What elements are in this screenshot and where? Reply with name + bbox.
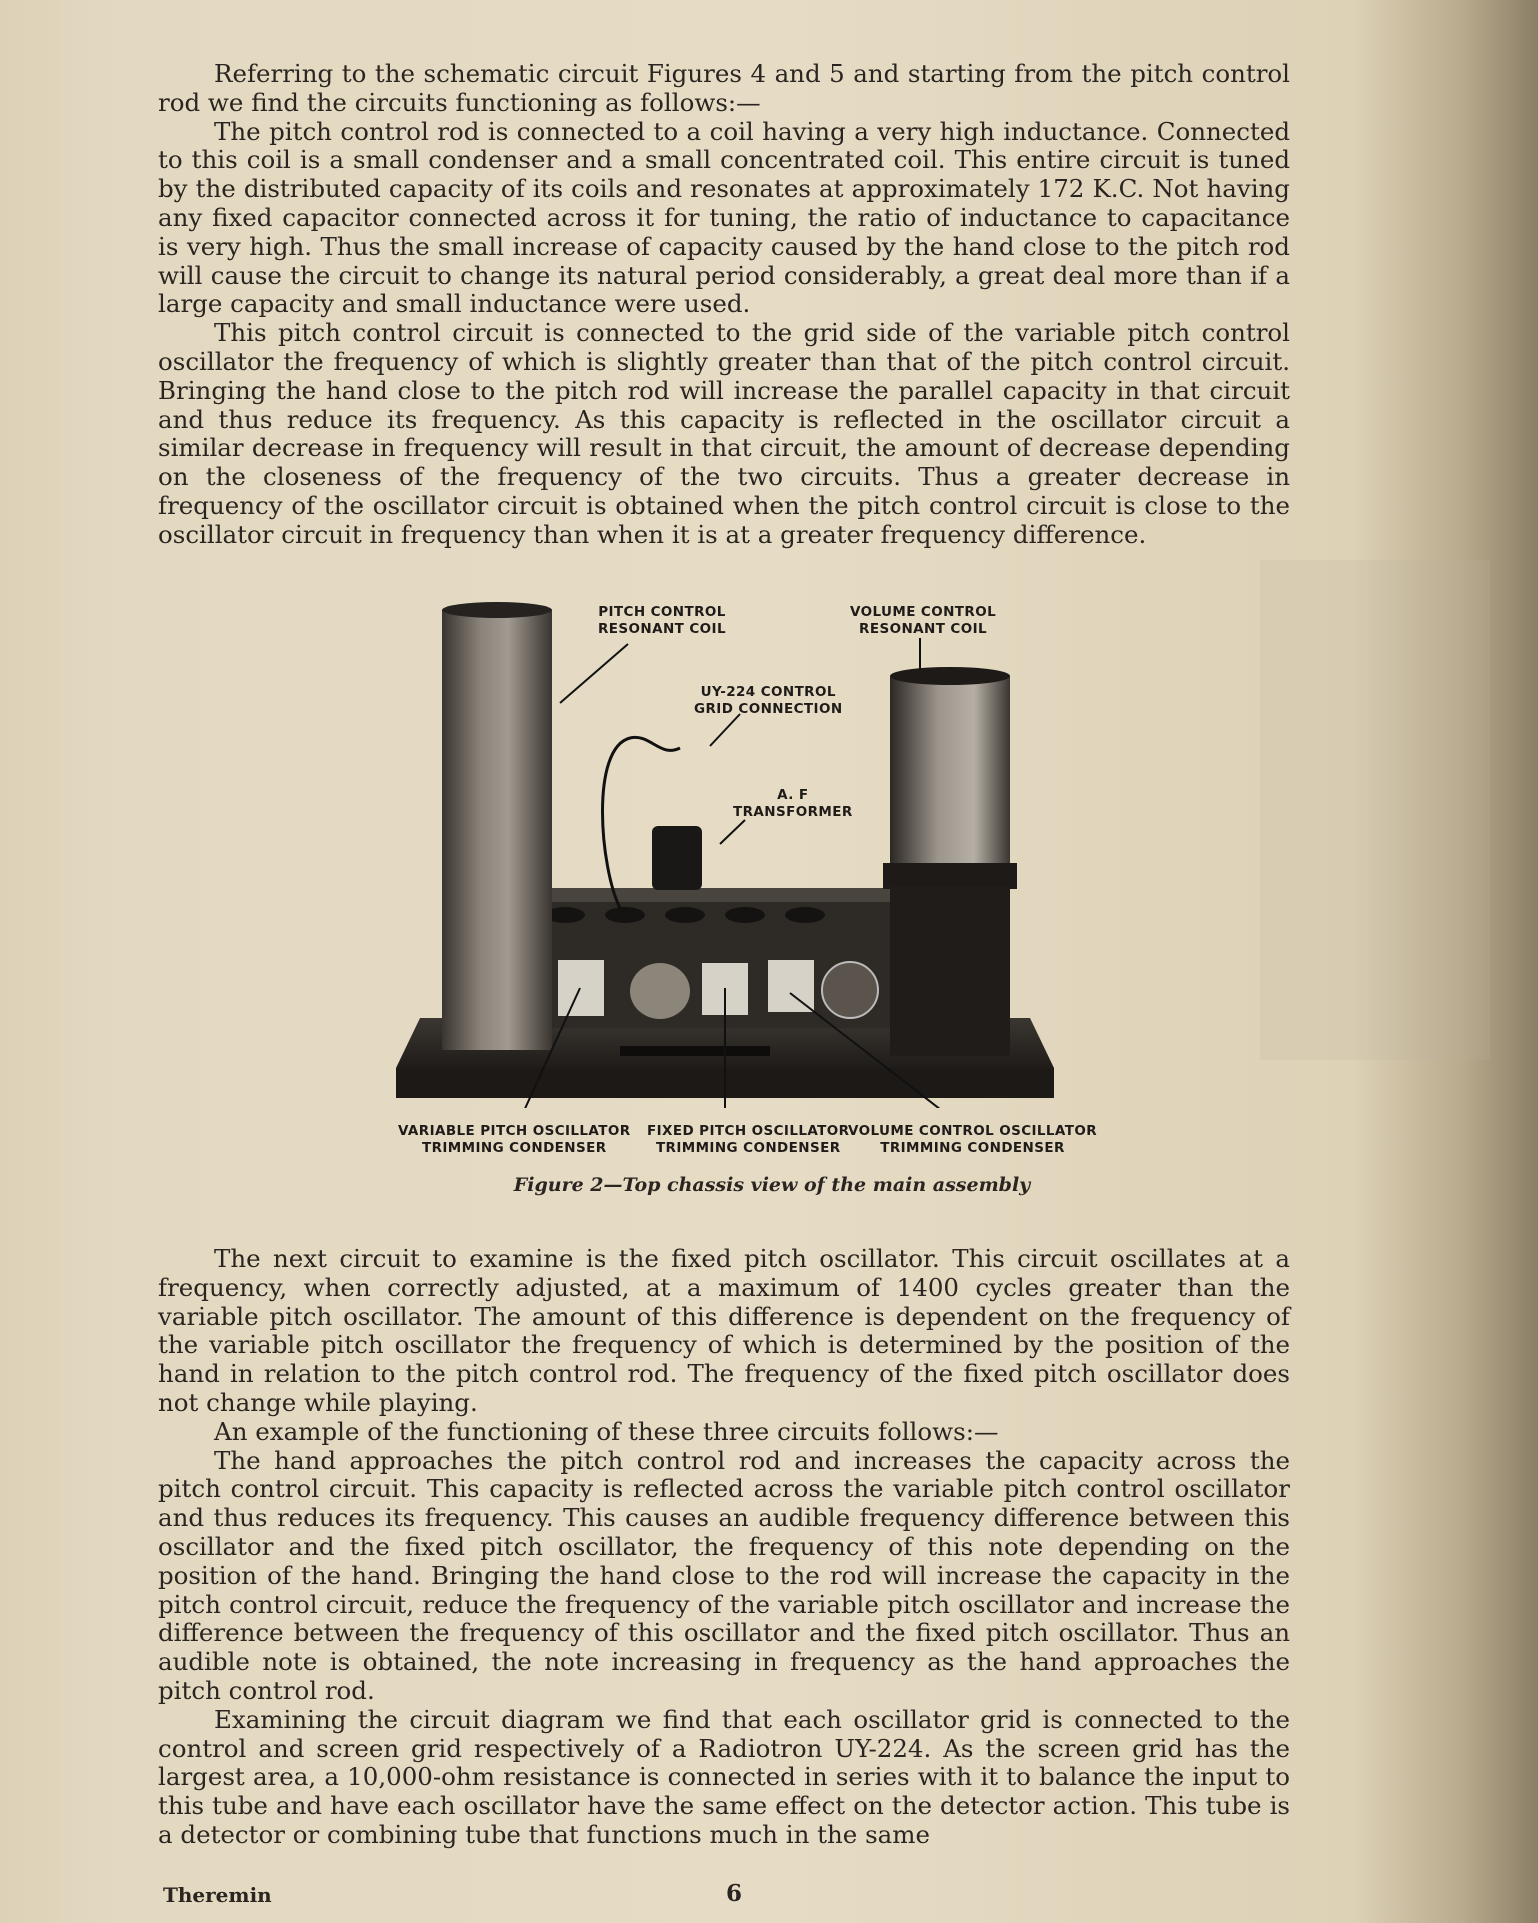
coil-collar [883,863,1017,889]
tube-socket [605,907,645,923]
upper-text [158,60,1290,550]
callout-line [710,714,740,746]
label-fixed-pitch-trimmer [647,1123,849,1157]
condenser-dial [822,962,878,1018]
volume-coil-top [890,667,1010,685]
label-line: TRIMMING CONDENSER [655,1140,841,1156]
label-line: VOLUME CONTROL OSCILLATOR [848,1123,1098,1139]
pitch-control-coil [442,610,552,1050]
pitch-coil-top [442,602,552,618]
chassis-top [510,888,930,902]
paragraph: An example of the functioning of these three circuits follows:— [214,1416,999,1446]
label-line: FIXED PITCH OSCILLATOR [647,1123,850,1139]
chassis-photo [390,598,1060,1108]
label-line: A. F [777,787,809,803]
paragraph: The hand approaches the pitch control rod and increases the capacity across the pitch control circuit. This capacity is reflected across the variable pitch control oscillator and thus reduces its frequency. This causes an audible frequency difference between this oscillator and the fixed pitch oscillator, the frequency of this note depending on the position of the hand. Bringing the hand close to the rod will increase the capacity in the pitch control circuit, reduce the frequency of the variable pitch oscillator and increase the difference between the frequency of this oscillator and the fixed pitch oscillator. Thus an audible note is obtained, the note increasing in frequency as the hand approaches the pitch control rod. [158,1445,1290,1705]
tube-socket [665,907,705,923]
label-line: UY-224 CONTROL [700,684,836,700]
paragraph: This pitch control circuit is connected to the grid side of the variable pitch control oscillator the frequency of which is slightly greater than that of the pitch control circuit. Bringing the hand close to the pitch rod will increase the parallel capacity in that circuit and thus reduce its frequency. As this capacity is reflected in the oscillator circuit a similar decrease in frequency will result in that circuit, the amount of decrease depending on the closeness of the frequency of the two circuits. Thus a greater decrease in frequency of the oscillator circuit is obtained when the pitch control circuit is close to the oscillator circuit in frequency than when it is at a greater frequency difference. [158,318,1290,549]
label-line: TRANSFORMER [733,804,853,820]
label-line: RESONANT COIL [598,621,726,637]
label-line: VOLUME CONTROL [850,604,997,620]
tube-socket [725,907,765,923]
label-af-transformer [733,787,853,821]
figure-caption [0,1174,1538,1196]
volume-control-coil [890,676,1010,876]
callout-line [720,820,745,844]
paragraph: The next circuit to examine is the fixed pitch oscillator. This circuit oscillates at a frequency, when correctly adjusted, at a maximum of 1400 cycles greater than the variable pitch oscillator. The amount of this difference is dependent on the frequency of the variable pitch oscillator the frequency of which is determined by the position of the hand in relation to the pitch control rod. The frequency of the fixed pitch oscillator does not change while playing. [158,1244,1290,1417]
label-volume-control-coil [850,604,996,638]
label-line: VARIABLE PITCH OSCILLATOR [398,1123,631,1139]
footer-title: Theremin [163,1883,272,1907]
label-line: RESONANT COIL [859,621,988,637]
volume-coil-base [890,886,1010,1056]
lower-text [158,1245,1290,1850]
label-variable-pitch-trimmer [398,1123,631,1157]
page-number: 6 [726,1880,743,1907]
af-transformer [652,826,702,890]
bleed-through-shadow [1260,560,1490,1060]
label-volume-control-trimmer [848,1123,1097,1157]
paragraph: Examining the circuit diagram we find that each oscillator grid is connected to the control and screen grid respectively of a Radiotron UY-224. As the screen grid has the largest area, a 10,000-ohm resistance is connected in series with it to balance the input to this tube and have each oscillator have the same effect on the detector action. This tube is a detector or combining tube that functions much in the same [158,1704,1290,1849]
callout-line [560,644,628,703]
label-pitch-control-coil [598,604,726,638]
coil-inside-chassis [630,963,690,1019]
paragraph: Referring to the schematic circuit Figures 4 and 5 and starting from the pitch control rod we find the circuits functioning as follows:— [158,59,1290,117]
label-grid-connection [694,684,843,718]
chassis-illustration [390,598,1060,1108]
paragraph: The pitch control rod is connected to a coil having a very high inductance. Connected to this coil is a small condenser and a small concentrated coil. This entire circuit is tuned by the distributed capacity of its coils and resonates at approximately 172 K.C. Not having any fixed capacitor connected across it for tuning, the ratio of inductance to capacitance is very high. Thus the small increase of capacity caused by the hand close to the pitch rod will cause the circuit to change its natural period considerably, a great deal more than if a large capacity and small inductance were used. [158,116,1290,319]
volume-control-trimmer [768,960,814,1012]
label-line: PITCH CONTROL [598,604,726,620]
label-line: TRIMMING CONDENSER [421,1140,607,1156]
tube-socket [785,907,825,923]
caption-text: Figure 2—Top chassis view of the main assembly [513,1174,1031,1196]
label-line: TRIMMING CONDENSER [880,1140,1065,1156]
label-line: GRID CONNECTION [694,701,843,717]
variable-pitch-trimmer [558,960,604,1016]
base-slot [620,1046,770,1056]
